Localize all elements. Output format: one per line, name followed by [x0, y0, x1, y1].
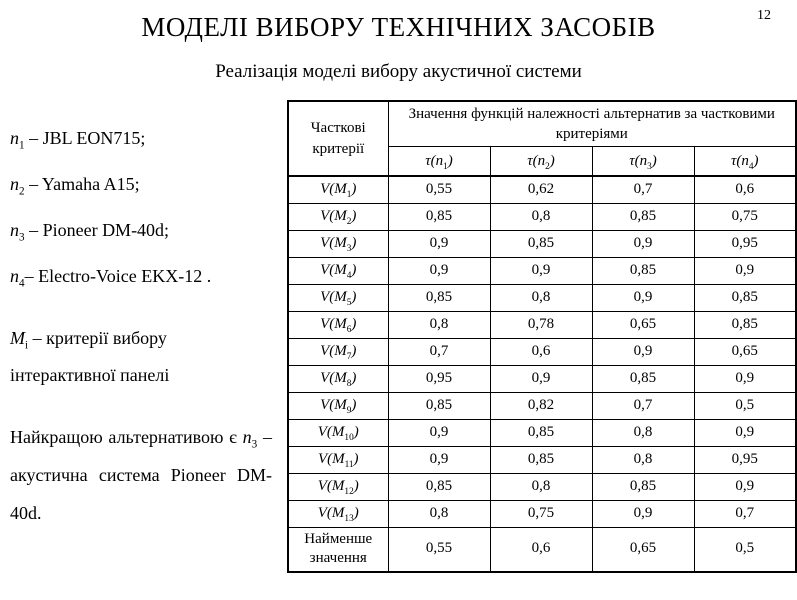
conclusion-text [10, 418, 272, 532]
value-cell: 0,95 [388, 365, 490, 392]
value-cell: 0,8 [388, 500, 490, 527]
row-label: $V(M_5)$ [288, 284, 388, 311]
value-cell: 0,8 [490, 284, 592, 311]
value-cell: 0,8 [592, 446, 694, 473]
value-cell: 0,9 [388, 257, 490, 284]
row-label: $V(M_6)$ [288, 311, 388, 338]
header-membership-title: Значення функцій належності альтернатив за частковими критеріями [388, 101, 796, 147]
membership-table-body [288, 176, 796, 572]
row-label: $V(M_2)$ [288, 203, 388, 230]
value-cell: 0,85 [490, 446, 592, 473]
value-cell: 0,9 [490, 365, 592, 392]
alt-n1-symbol: n [10, 128, 19, 148]
value-cell: 0,6 [490, 338, 592, 365]
value-cell: 0,9 [694, 365, 796, 392]
alt-n2-subscript: 2 [19, 185, 25, 198]
value-cell: 0,55 [388, 176, 490, 203]
alternative-item-n2 [10, 174, 211, 196]
alt-n3-subscript: 3 [19, 231, 25, 244]
page-number: 12 [757, 8, 771, 23]
value-cell: 0,85 [388, 284, 490, 311]
table-row [288, 338, 796, 365]
header-tau-n1 [388, 147, 490, 177]
value-cell: 0,8 [490, 203, 592, 230]
table-row [288, 446, 796, 473]
conclusion-symbol: n [242, 427, 252, 447]
table-row [288, 311, 796, 338]
value-cell: 0,55 [388, 527, 490, 572]
alt-n1-text: – JBL EON715; [24, 128, 146, 148]
table-row [288, 419, 796, 446]
value-cell: 0,65 [592, 527, 694, 572]
value-cell: 0,7 [592, 392, 694, 419]
value-cell: 0,85 [388, 473, 490, 500]
criteria-symbol: M [10, 328, 25, 348]
alt-n3-symbol: n [10, 220, 19, 240]
value-cell: 0,85 [694, 284, 796, 311]
row-label: $V(M_3)$ [288, 230, 388, 257]
value-cell: 0,9 [592, 284, 694, 311]
slide-title: МОДЕЛІ ВИБОРУ ТЕХНІЧНИХ ЗАСОБІВ [141, 12, 656, 42]
value-cell: 0,85 [592, 473, 694, 500]
tau-n1-sub: 1 [443, 161, 448, 172]
table-row [288, 176, 796, 203]
value-cell: 0,5 [694, 527, 796, 572]
value-cell: 0,85 [490, 230, 592, 257]
header-partial-criteria: Часткові критерії [288, 101, 388, 176]
value-cell: 0,95 [694, 230, 796, 257]
table-row [288, 527, 796, 572]
conclusion-part2: – акустична система Pioneer DM-40d. [10, 427, 272, 523]
tau-n4-pre: τ(n [731, 152, 749, 169]
conclusion-subscript: 3 [251, 438, 258, 451]
alternative-item-n1 [10, 128, 211, 150]
alternatives-list [10, 128, 211, 312]
value-cell: 0,85 [592, 365, 694, 392]
row-label: $V(M_{10})$ [288, 419, 388, 446]
value-cell: 0,85 [490, 419, 592, 446]
value-cell: 0,9 [694, 419, 796, 446]
row-label: Найменше значення [288, 527, 388, 572]
row-label: $V(M_{13})$ [288, 500, 388, 527]
value-cell: 0,85 [592, 257, 694, 284]
table-row [288, 500, 796, 527]
value-cell: 0,8 [490, 473, 592, 500]
criteria-text: – критерії вибору інтерактивної панелі [10, 328, 170, 385]
value-cell: 0,9 [592, 230, 694, 257]
alt-n4-symbol: n [10, 266, 19, 286]
value-cell: 0,8 [388, 311, 490, 338]
value-cell: 0,95 [694, 446, 796, 473]
table-header [288, 101, 796, 176]
value-cell: 0,9 [388, 446, 490, 473]
value-cell: 0,85 [388, 392, 490, 419]
value-cell: 0,85 [388, 203, 490, 230]
tau-n2-sub: 2 [545, 161, 550, 172]
value-cell: 0,9 [388, 230, 490, 257]
table-row [288, 392, 796, 419]
value-cell: 0,9 [388, 419, 490, 446]
value-cell: 0,9 [592, 338, 694, 365]
table-row [288, 473, 796, 500]
header-tau-n2 [490, 147, 592, 177]
header-tau-n3 [592, 147, 694, 177]
row-label: $V(M_9)$ [288, 392, 388, 419]
row-label: $V(M_1)$ [288, 176, 388, 203]
value-cell: 0,62 [490, 176, 592, 203]
value-cell: 0,65 [592, 311, 694, 338]
value-cell: 0,78 [490, 311, 592, 338]
value-cell: 0,9 [592, 500, 694, 527]
value-cell: 0,9 [694, 473, 796, 500]
slide-subtitle: Реалізація моделі вибору акустичної системи [215, 61, 582, 82]
header-row-main [288, 101, 796, 147]
tau-n4-sub: 4 [748, 161, 754, 172]
alt-n4-text: – Electro-Voice EKX-12 . [24, 266, 212, 286]
row-label: $V(M_{11})$ [288, 446, 388, 473]
alternative-item-n4 [10, 266, 211, 288]
value-cell: 0,7 [592, 176, 694, 203]
alternative-item-n3 [10, 220, 211, 242]
tau-n1-pre: τ(n [425, 152, 444, 169]
table-row [288, 230, 796, 257]
row-label: $V(M_{12})$ [288, 473, 388, 500]
value-cell: 0,6 [694, 176, 796, 203]
table-row [288, 203, 796, 230]
value-cell: 0,82 [490, 392, 592, 419]
alt-n1-subscript: 1 [19, 139, 25, 152]
value-cell: 0,8 [592, 419, 694, 446]
conclusion-part1: Найкращою альтернативою є [10, 427, 243, 447]
value-cell: 0,65 [694, 338, 796, 365]
alt-n2-symbol: n [10, 174, 19, 194]
value-cell: 0,9 [490, 257, 592, 284]
alt-n2-text: – Yamaha A15; [24, 174, 140, 194]
value-cell: 0,85 [592, 203, 694, 230]
row-label: $V(M_8)$ [288, 365, 388, 392]
tau-n2-pre: τ(n [527, 152, 546, 169]
row-label: $V(M_4)$ [288, 257, 388, 284]
value-cell: 0,75 [490, 500, 592, 527]
tau-n2-post: ) [549, 152, 555, 169]
tau-n3-post: ) [651, 152, 657, 169]
value-cell: 0,7 [694, 500, 796, 527]
value-cell: 0,9 [694, 257, 796, 284]
value-cell: 0,75 [694, 203, 796, 230]
value-cell: 0,85 [694, 311, 796, 338]
row-label: $V(M_7)$ [288, 338, 388, 365]
table-row [288, 284, 796, 311]
value-cell: 0,6 [490, 527, 592, 572]
value-cell: 0,7 [388, 338, 490, 365]
tau-n3-pre: τ(n [629, 152, 648, 169]
criteria-subscript: i [25, 339, 29, 352]
header-tau-n4 [694, 147, 796, 177]
table-row [288, 365, 796, 392]
tau-n4-post: ) [753, 152, 759, 169]
criteria-note [10, 320, 262, 394]
alt-n4-subscript: 4 [19, 277, 25, 290]
alt-n3-text: – Pioneer DM-40d; [24, 220, 170, 240]
membership-table [287, 100, 797, 573]
table-row [288, 257, 796, 284]
tau-n3-sub: 3 [647, 161, 652, 172]
tau-n1-post: ) [447, 152, 453, 169]
value-cell: 0,5 [694, 392, 796, 419]
